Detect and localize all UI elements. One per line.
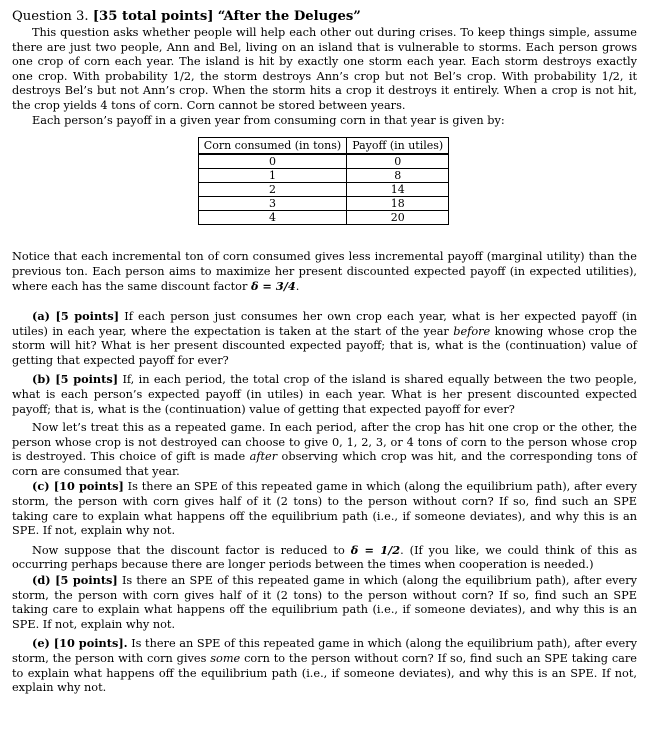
table-cell: 3 xyxy=(198,197,346,211)
intro-paragraph: This question asks whether people will help each other out during crises. To keep things simple, assume there are just two people, Ann and Bel, living on an island that is vulnerable to storms. Each person grows one crop of corn each year. The island is hit by exactly one storm each year. Each storm destroys exactly one crop. With probability 1/2, the storm destroys Ann’s crop but not Bel’s crop. With probability 1/2, it destroys Bel’s but not Ann’s crop. When the storm hits a crop it destroys it entirely. When a crop is not hit, the crop yields 4 tons of corn. Corn cannot be stored between years. xyxy=(12,26,637,112)
table-cell: 4 xyxy=(198,211,346,225)
table-row xyxy=(198,211,448,225)
col-header-payoff: Payoff (in utiles) xyxy=(347,138,449,155)
part-a-text-1: If each person just consumes her own crop each year, what is her expected payoff (in utiles) in each year, where the expectation is taken at the start of the year xyxy=(12,309,637,338)
question-points: [35 total points] xyxy=(92,9,214,24)
repeated-game-paragraph xyxy=(12,421,637,479)
table-cell: 1 xyxy=(198,169,346,183)
discount-change-text-1: Now suppose that the discount factor is reduced to xyxy=(32,543,351,557)
notice-end: . xyxy=(295,280,300,294)
question-heading xyxy=(12,8,637,25)
question-number: Question 3. xyxy=(12,9,89,24)
part-d-text: Is there an SPE of this repeated game in which (along the equilibrium path), after every storm, the person with corn gives half of it (2 tons) to the person without corn? If so, find such an SPE taking care to explain what happens off the equilibrium path (i.e., if someone deviates), and why this is an SPE. If not, explain why not. xyxy=(12,574,638,631)
part-c-text: Is there an SPE of this repeated game in which (along the equilibrium path), after every storm, the person with corn gives half of it (2 tons) to the person without corn? If so, find such an SPE taking care to explain what happens off the equilibrium path (i.e., if someone deviates), and why this is an SPE. If not, explain why not. xyxy=(12,480,637,538)
part-e-paragraph xyxy=(12,636,637,695)
repeated-emphasis: after xyxy=(249,450,278,464)
part-a-text-2: knowing whose crop the storm will hit? What is her present discounted expected payoff; that is, what is the (continuation) value of getting that expected payoff for ever? xyxy=(12,324,637,367)
notice-paragraph xyxy=(12,250,637,295)
table-header-row xyxy=(198,138,448,155)
payoff-table-wrap xyxy=(12,137,637,225)
part-e-text-2: corn to the person without corn? If so, find such an SPE taking care to explain what happens off the equilibrium path (i.e., if someone deviates), and why this is an SPE. If not, explain why not. xyxy=(12,652,637,695)
notice-text: Notice that each incremental ton of corn consumed gives less incremental payoff (marginal utility) than the previous ton. Each person aims to maximize her present discounted expected payoff (in expected utilities), where each has the same discount factor xyxy=(12,250,637,294)
table-cell: 14 xyxy=(347,183,449,197)
part-c-label: (c) [10 points] xyxy=(32,479,124,494)
part-d-paragraph xyxy=(12,573,637,632)
table-cell: 0 xyxy=(347,154,449,169)
discount-change-paragraph xyxy=(12,543,637,573)
discount-factor-value: δ = 3/4 xyxy=(250,279,296,294)
part-e-text-1: Is there an SPE of this repeated game in which (along the equilibrium path), after every storm, the person with corn gives xyxy=(12,637,638,665)
table-row xyxy=(198,183,448,197)
table-cell: 2 xyxy=(198,183,346,197)
table-cell: 0 xyxy=(198,154,346,169)
payoff-intro: Each person’s payoff in a given year from consuming corn in that year is given by: xyxy=(32,113,505,127)
payoff-table xyxy=(198,137,449,225)
table-cell: 18 xyxy=(347,197,449,211)
part-e-emphasis: some xyxy=(210,652,241,665)
table-row xyxy=(198,197,448,211)
part-b-label: (b) [5 points] xyxy=(32,372,119,387)
repeated-text-2: observing which crop was hit, and the corresponding tons of corn are consumed that year. xyxy=(12,450,637,478)
repeated-text-1: Now let’s treat this as a repeated game. In each period, after the crop has hit one crop or the other, the person whose crop is not destroyed can choose to give 0, 1, 2, 3, or 4 tons of corn to the person whose crop is destroyed. This choice of gift is made xyxy=(12,421,637,464)
part-a-paragraph xyxy=(12,309,637,368)
part-a-label: (a) [5 points] xyxy=(32,308,120,323)
table-row xyxy=(198,154,448,169)
table-cell: 8 xyxy=(347,169,449,183)
discount-change-text-2: . (If you like, we could think of this as occurring perhaps because there are longer periods between the times when cooperation is needed.) xyxy=(12,543,637,572)
table-cell: 20 xyxy=(347,211,449,225)
part-a-emphasis: before xyxy=(453,324,491,338)
new-discount-factor: δ = 1/2 xyxy=(350,542,401,557)
table-row xyxy=(198,169,448,183)
question-title: “After the Deluges” xyxy=(217,9,361,24)
col-header-corn: Corn consumed (in tons) xyxy=(198,138,346,155)
part-b-text: If, in each period, the total crop of the island is shared equally between the two people, what is each person’s expected payoff (in utiles) in each year. What is her present discounted expected payoff; that is, what is the (continuation) value of getting that expected payoff for ever? xyxy=(12,373,637,416)
part-d-label: (d) [5 points] xyxy=(32,573,118,588)
part-e-label: (e) [10 points]. xyxy=(32,636,128,651)
part-b-paragraph xyxy=(12,372,637,417)
part-c-paragraph xyxy=(12,479,637,538)
